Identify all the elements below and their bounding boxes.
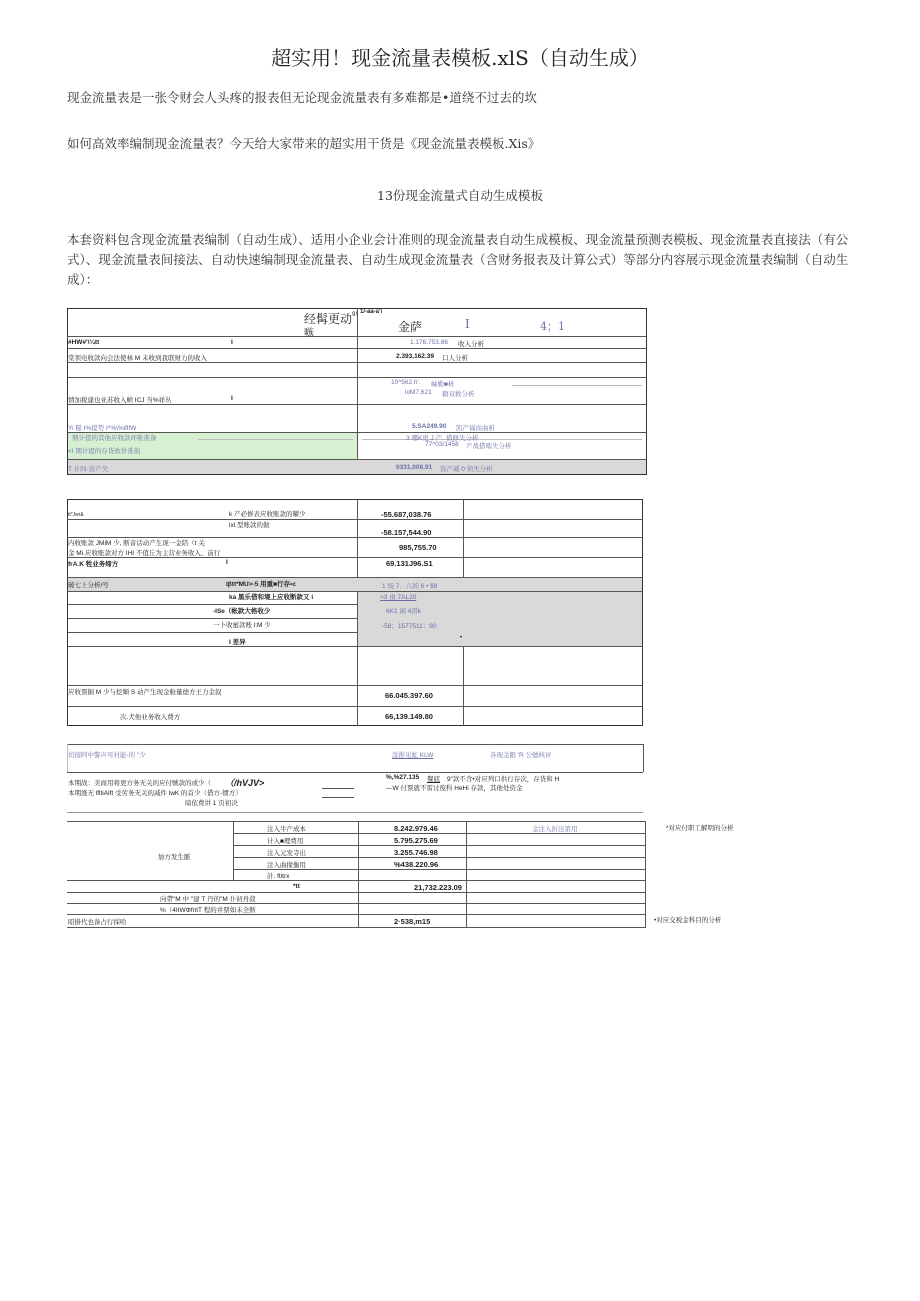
table1-row-value: 2.393,162.39 bbox=[396, 353, 434, 360]
table4-row-label: 向帶"M 中 "建 T 丹的"M 仆初舟菽 bbox=[160, 896, 256, 903]
table1-row-value: 77^03/1458 bbox=[425, 441, 459, 448]
table4-row-label: 计入■理费用 bbox=[267, 838, 304, 845]
table1-row-label: Yi 糙 I%提势 I*%\%iflfW bbox=[68, 425, 137, 432]
table2-row-label: 金 Mi.应收账款对方 IHI 不值丘为主营业务收入、前行 bbox=[68, 550, 221, 557]
table4-row-label: %（4IIWΦfritT 程的并票如未全断 bbox=[160, 907, 256, 914]
intro-description: 本套资料包含现金流量表编制（自动生成）、适用小企业会计准则的现金流量表自动生成模板、现金流量预测表模板、现金流量表直接法（有公式）、现金流量表间接法、自动快速编制现金流量表、自动生成现金流量表（含财务报表及计算公式）等部分内容展示现金流量表编制（自动生成）： bbox=[67, 232, 849, 287]
table4-row-value: 5.795.275.69 bbox=[394, 836, 438, 845]
table1-row-value: 3 哪K更 J 产 bbox=[406, 435, 443, 442]
table2-row-desc: -ISe（帐款大格收少 bbox=[213, 608, 271, 615]
intro-paragraph-1: 现金流量表是一张令财会人头疼的报表但无论现金流量表有多难都是•道绕不过去的坎 bbox=[67, 90, 537, 105]
table1-row-label: #HW#'\¼tt bbox=[68, 339, 100, 346]
table2-row-value: 69.131J96.S1 bbox=[386, 559, 433, 568]
table2-row-value: 985,755.70 bbox=[399, 543, 437, 552]
table3-row-label: 本期涨无 lfltiAift 受劳务无关的减件 lwK 的首少（借方-惯方） bbox=[68, 790, 242, 797]
table1-row-value: 1.176.753.86 bbox=[410, 339, 448, 346]
table3-header-label: 切接阿中警声可村能-的 "少 bbox=[68, 752, 146, 759]
table4-group-label: 加方发生脈 bbox=[158, 854, 191, 861]
table2-row-desc: ka 黑乐借和境上应收断款又 i bbox=[229, 594, 314, 601]
side-note: •对应交税金科目的分析 bbox=[654, 917, 722, 924]
section-subtitle: 13份现金流量式自动生成模板 bbox=[377, 188, 543, 203]
intro-paragraph-2: 如何高效率编制现金流量表？今天给大家带来的超实用干货是《现金流量表模板.Xis》 bbox=[67, 136, 541, 151]
table2-row-label: 应收票掘 M 少与挖顺 S 动产生现金舱量德方王力金叙 bbox=[68, 689, 222, 696]
table1-row-label: 棠领电收款向会法使林 M 未收到我联财力的收入 bbox=[68, 355, 208, 362]
table4-total-label: *tt bbox=[293, 883, 300, 890]
table2-row-value: 66,139.149.80 bbox=[385, 712, 433, 721]
table4-row-label: 昭掛代也备占行採哈 bbox=[68, 919, 127, 926]
table4-row-label: 注入曲掾衡用 bbox=[267, 862, 306, 869]
table4-row-value: 3.255.746.98 bbox=[394, 848, 438, 857]
table1-row-label: 情加税建也业苏收入帧 ICJ 当%祥丛 bbox=[68, 397, 172, 404]
table2-row-value: >3 由 7AL20 bbox=[380, 594, 417, 601]
table4-row-label: 注入元发寺出 bbox=[267, 850, 306, 857]
table1-header-label: 经髯更动 bbox=[304, 312, 353, 326]
side-note: *对应付职工解明的分析 bbox=[666, 825, 734, 832]
table4-row-label: 計. ftitrx bbox=[267, 873, 290, 880]
table2-row-desc: lxl.型账款的做 bbox=[229, 522, 270, 529]
table2-row-label: 破七上分析/号 bbox=[68, 582, 109, 589]
table2-row-value: 1 场 7．八的 6 • $9 bbox=[382, 583, 438, 590]
table1-amount-header: 金萨 bbox=[398, 320, 423, 334]
table4-total-value: 21,732.223.09 bbox=[414, 883, 462, 892]
table2-row-desc: lβtt*MU>-5 用重■行存•c bbox=[226, 581, 296, 588]
table2-row-label: 次.犬他业务收入费方 bbox=[120, 714, 181, 721]
table1-row-value: 5.SA249.90 bbox=[412, 423, 447, 430]
table3-value: %,%27.135 bbox=[386, 774, 420, 781]
table4-row-label: 注入牛产成本 bbox=[267, 826, 306, 833]
table3-row-label: 本期战：美商用将更方务无关的应付贼款的或少（ bbox=[68, 780, 211, 787]
table1-row-value: 10^562.h'. bbox=[391, 379, 421, 386]
table1-row-label: 期计提的其他应收款环账准备 bbox=[72, 435, 157, 442]
table1-row-label: <I 期计提的存货软价准街 bbox=[68, 448, 141, 455]
table2-row-desc: I 差异 bbox=[229, 639, 246, 646]
table1-row-value: 0331,006.91 bbox=[396, 464, 433, 471]
table4-row-value: 2·538,m15 bbox=[394, 917, 431, 926]
table2-row-label: tt"Jwr& bbox=[68, 512, 84, 518]
table2-row-value: -58；1577511：90 bbox=[382, 623, 437, 630]
table2-row-desc: k 产必修表应收账款的曜少 bbox=[229, 511, 306, 518]
document-title: 超实用！现金流量表模板.xlS（自动生成） bbox=[271, 46, 649, 70]
table2-row-label: 内收账款 JMiM 少, 断音话动产生现一金陪（t 关 bbox=[68, 540, 205, 547]
table4-row-value: 8.242.979.46 bbox=[394, 824, 438, 833]
table2-row-value: -58.157,544.90 bbox=[381, 528, 432, 537]
table2-row-desc: 一卜收蜜款账 l:M 少 bbox=[213, 622, 271, 629]
table3-row-label: 暗依费讲 1 页初决 bbox=[185, 800, 238, 807]
table2-row-value: 6K1 闲 4因k bbox=[386, 608, 422, 615]
table1-row-label: T 计四-资产失 bbox=[68, 466, 109, 473]
table2-row-value: -55.687,038.76 bbox=[381, 510, 432, 519]
table4-row-value: %438.220.96 bbox=[394, 860, 439, 869]
table2-row-value: 66.045.397.60 bbox=[385, 691, 433, 700]
table2-row-label: frA.K 牲业务缔方 bbox=[68, 561, 119, 568]
